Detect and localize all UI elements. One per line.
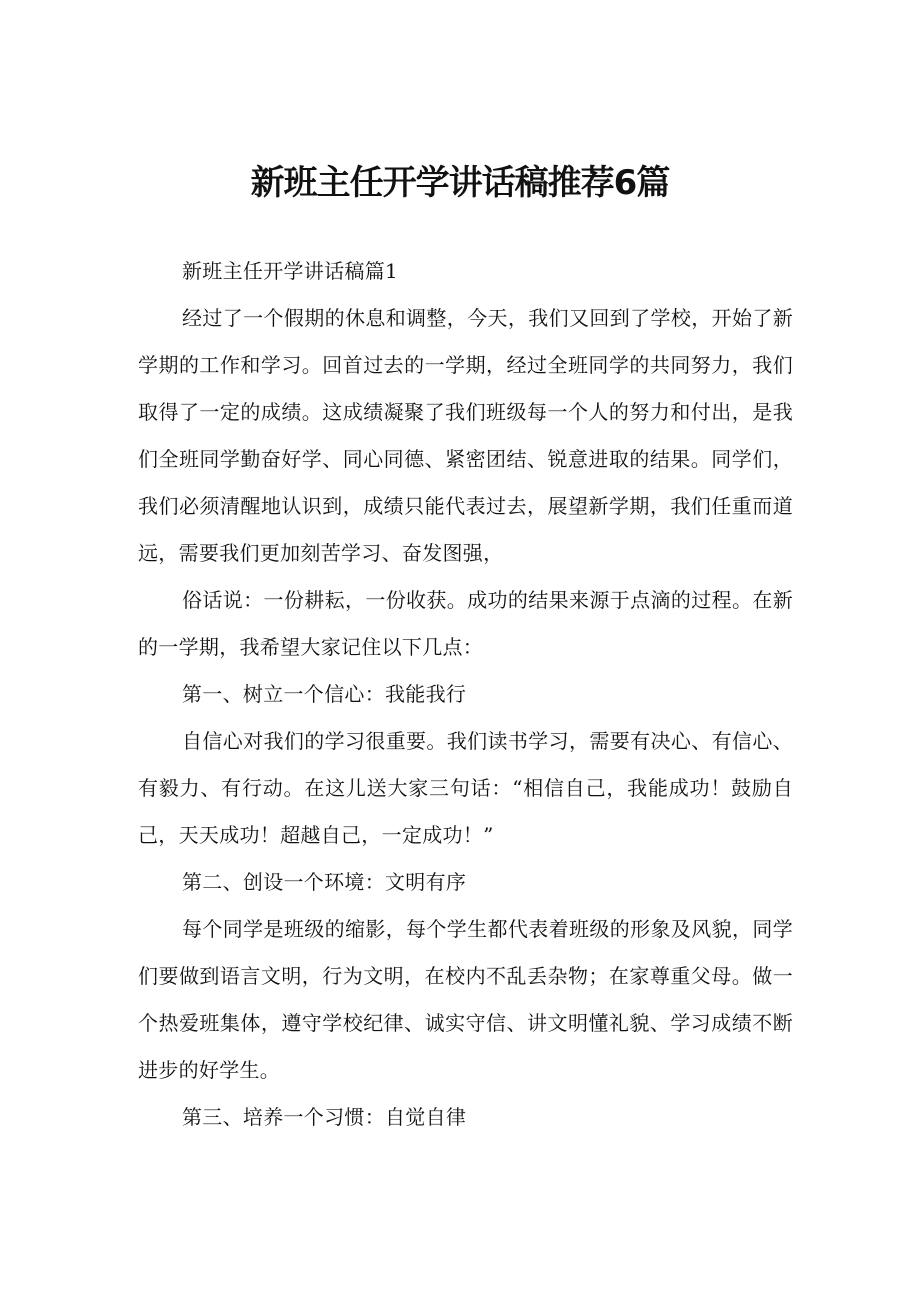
point-1-heading: 第一、树立一个信心：我能我行: [182, 682, 467, 706]
point-2-paragraph: 每个同学是班级的缩影，每个学生都代表着班级的形象及风貌，同学们要做到语言文明，行为文明，在校内不乱丢杂物；在家尊重父母。做一个热爱班集体，遵守学校纪律、诚实守信、讲文明懂礼貌、学习成绩不断进步的好学生。: [138, 917, 793, 1082]
point-1-paragraph: 自信心对我们的学习很重要。我们读书学习，需要有决心、有信心、有毅力、有行动。在这儿送大家三句话：“相信自己，我能成功！鼓励自己，天天成功！超越自己，一定成功！”: [138, 729, 793, 847]
paragraph-proverb: 俗话说：一份耕耘，一份收获。成功的结果来源于点滴的过程。在新的一学期，我希望大家记住以下几点：: [138, 588, 793, 659]
document-body: [138, 248, 793, 1141]
document-title: 新班主任开学讲话稿推荐6篇: [250, 163, 670, 203]
point-3-heading: 第三、培养一个习惯：自觉自律: [182, 1105, 467, 1129]
paragraph-intro: 经过了一个假期的休息和调整，今天，我们又回到了学校，开始了新学期的工作和学习。回首过去的一学期，经过全班同学的共同努力，我们取得了一定的成绩。这成绩凝聚了我们班级每一个人的努力和付出，是我们全班同学勤奋好学、同心同德、紧密团结、锐意进取的结果。同学们，我们必须清醒地认识到，成绩只能代表过去，展望新学期，我们任重而道远，需要我们更加刻苦学习、奋发图强，: [138, 306, 793, 565]
point-2-heading: 第二、创设一个环境：文明有序: [182, 870, 467, 894]
section-heading: 新班主任开学讲话稿篇1: [182, 259, 399, 283]
